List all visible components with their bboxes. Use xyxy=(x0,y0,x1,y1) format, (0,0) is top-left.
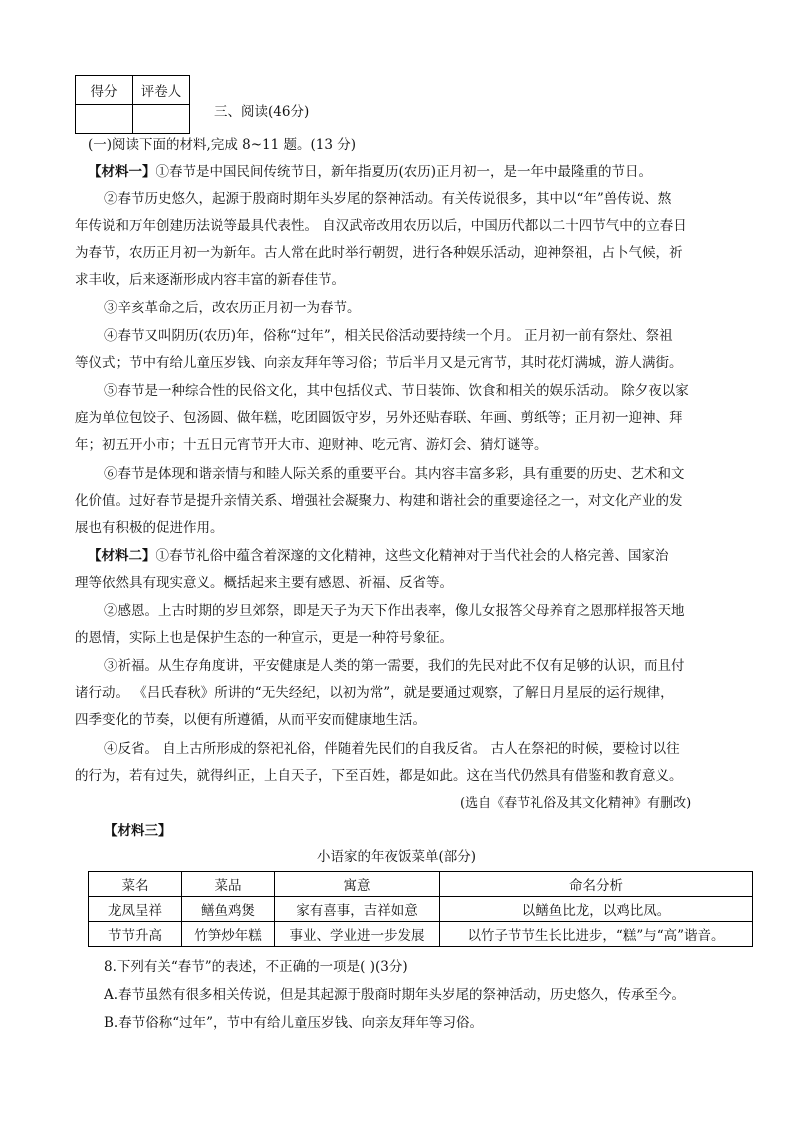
material-2-label: 【材料二】 xyxy=(88,548,156,564)
table-cell: 家有喜事，吉祥如意 xyxy=(275,897,440,922)
text-line: ③辛亥革命之后，改农历正月初一为春节。 xyxy=(104,300,361,316)
table-cell: 事业、学业进一步发展 xyxy=(275,922,440,947)
material-2-p1 xyxy=(88,544,669,564)
text-line: ②春节历史悠久，起源于殷商时期年头岁尾的祭神活动。有关传说很多，其中以“年”兽传说、熬 xyxy=(104,191,672,207)
grader-field[interactable] xyxy=(133,105,190,134)
table-header: 菜品 xyxy=(182,872,275,897)
menu-table xyxy=(88,871,753,947)
score-label: 得分 xyxy=(76,76,133,105)
table-cell: 以竹子节节生长比进步，“糕”与“高”谐音。 xyxy=(440,922,753,947)
text-line: 理等依然具有现实意义。概括起来主要有感恩、祈福、反省等。 xyxy=(75,575,453,591)
text-line: 的行为，若有过失，就得纠正，上自天子，下至百姓，都是如此。这在当代仍然具有借鉴和教育意义。 xyxy=(75,768,683,784)
text-line: ⑥春节是体现和谐亲情与和睦人际关系的重要平台。其内容丰富多彩，具有重要的历史、艺术和文 xyxy=(104,466,685,482)
text-line: ②感恩。上古时期的岁旦郊祭，即是天子为天下作出表率，像儿女报答父母养育之恩那样报答天地 xyxy=(104,603,685,619)
table-cell: 竹笋炒年糕 xyxy=(182,922,275,947)
table-cell: 鳝鱼鸡煲 xyxy=(182,897,275,922)
section-title: 三、阅读(46分) xyxy=(214,104,310,120)
text-line: 化价值。过好春节是提升亲情关系、增强社会凝聚力、构建和谐社会的重要途径之一，对文化产业的发 xyxy=(75,493,683,509)
reading-intro: (一)阅读下面的材料,完成 8~11 题。(13 分) xyxy=(88,137,356,153)
text-line: 展也有积极的促进作用。 xyxy=(75,520,224,536)
menu-table-title: 小语家的年夜饭菜单(部分) xyxy=(316,849,477,865)
table-cell: 以鳝鱼比龙，以鸡比凤。 xyxy=(440,897,753,922)
text-line: 四季变化的节奏，以便有所遵循，从而平安而健康地生活。 xyxy=(75,712,426,728)
material-1-p1 xyxy=(88,160,652,180)
table-header: 命名分析 xyxy=(440,872,753,897)
text-line: ①春节礼俗中蕴含着深邃的文化精神，这些文化精神对于当代社会的人格完善、国家治 xyxy=(155,548,669,564)
material-3-label: 【材料三】 xyxy=(104,823,172,839)
table-header: 寓意 xyxy=(275,872,440,897)
table-header-row xyxy=(89,872,753,897)
text-line: ⑤春节是一种综合性的民俗文化，其中包括仪式、节日装饰、饮食和相关的娱乐活动。 除夕夜以家 xyxy=(104,383,689,399)
text-line: 等仪式；节中有给儿童压岁钱、向亲友拜年等习俗；节后半月又是元宵节，其时花灯满城，游人满街。 xyxy=(75,355,683,371)
table-cell: 节节升高 xyxy=(89,922,182,947)
score-box xyxy=(75,75,190,134)
text-line: 年；初五开小市；十五日元宵节开大市、迎财神、吃元宵、游灯会、猜灯谜等。 xyxy=(75,437,548,453)
question-8-option-a[interactable]: A.春节虽然有很多相关传说，但是其起源于殷商时期年头岁尾的祭神活动，历史悠久，传承至今。 xyxy=(104,987,686,1003)
material-1-p1-text: ①春节是中国民间传统节日，新年指夏历(农历)正月初一，是一年中最隆重的节日。 xyxy=(155,164,653,180)
text-line: 庭为单位包饺子、包汤圆、做年糕，吃团圆饭守岁，另外还贴春联、年画、剪纸等；正月初一迎神、拜 xyxy=(75,410,683,426)
table-row xyxy=(89,897,753,922)
material-1-label: 【材料一】 xyxy=(88,164,156,180)
text-line: ④春节又叫阴历(农历)年，俗称“过年”，相关民俗活动要持续一个月。 正月初一前有祭灶、祭祖 xyxy=(104,328,673,344)
table-header: 菜名 xyxy=(89,872,182,897)
text-line: ③祈福。从生存角度讲，平安健康是人类的第一需要，我们的先民对此不仅有足够的认识，而且付 xyxy=(104,658,685,674)
question-8-option-b[interactable]: B.春节俗称“过年”，节中有给儿童压岁钱、向亲友拜年等习俗。 xyxy=(104,1015,484,1031)
score-field[interactable] xyxy=(76,105,133,134)
text-line: 诸行动。 《吕氏春秋》所讲的“无失经纪，以初为常”，就是要通过观察，了解日月星辰的运行规律， xyxy=(75,685,674,701)
table-cell: 龙凤呈祥 xyxy=(89,897,182,922)
text-line: 求丰收，后来逐渐形成内容丰富的新春佳节。 xyxy=(75,272,345,288)
text-line: 的恩情，实际上也是保护生态的一种宣示，更是一种符号象征。 xyxy=(75,630,453,646)
table-row xyxy=(89,922,753,947)
text-line: 年传说和万年创建历法说等最具代表性。 自汉武帝改用农历以后，中国历代都以二十四节气中的立春日 xyxy=(75,218,687,234)
text-line: 为春节，农历正月初一为新年。古人常在此时举行朝贺，进行各种娱乐活动，迎神祭祖，占卜气候，祈 xyxy=(75,245,683,261)
question-8-stem: 8.下列有关“春节”的表述，不正确的一项是( )(3分) xyxy=(104,959,408,975)
grader-label: 评卷人 xyxy=(133,76,190,105)
text-line: ④反省。 自上古所形成的祭祀礼俗，伴随着先民们的自我反省。 古人在祭祀的时候，要检讨以往 xyxy=(104,741,680,757)
source-citation: (选自《春节礼俗及其文化精神》有删改) xyxy=(460,796,692,811)
